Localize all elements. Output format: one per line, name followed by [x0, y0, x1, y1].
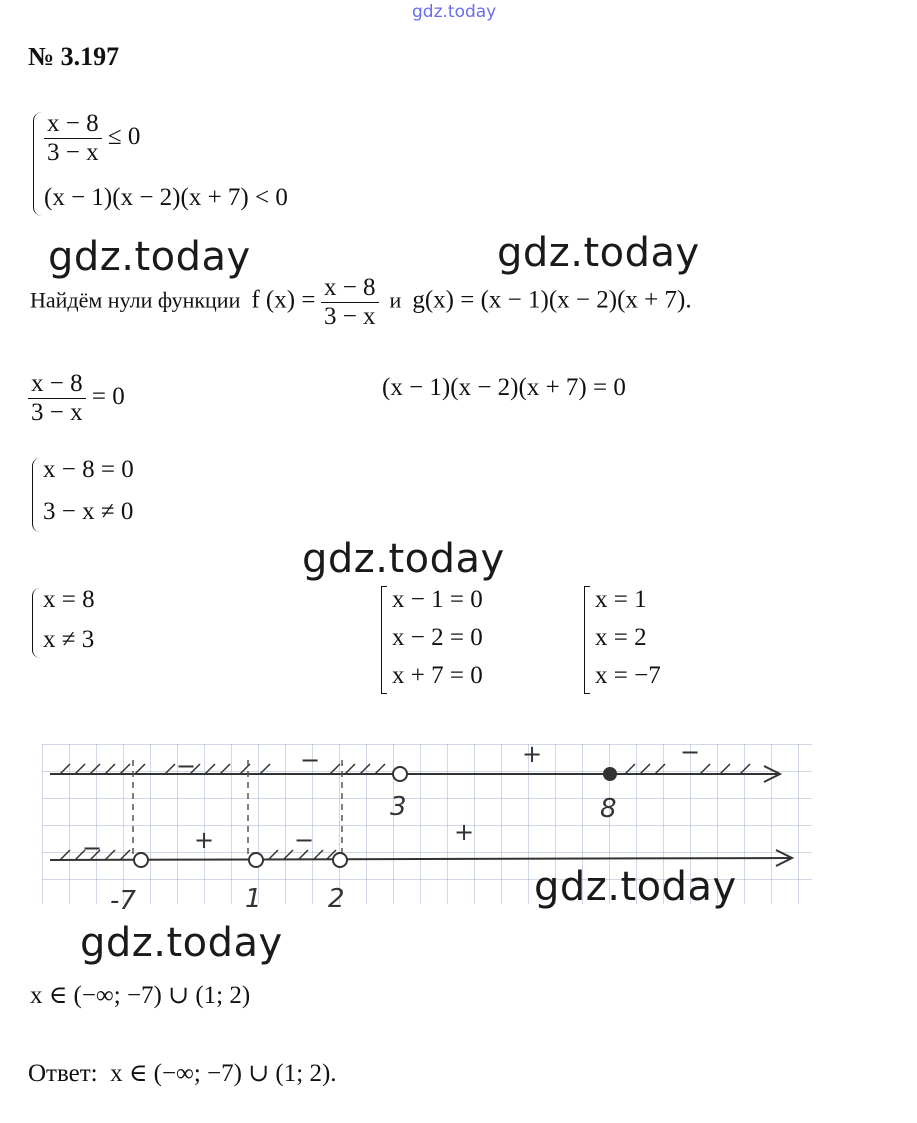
right-set-line-1: x = 1: [595, 586, 647, 613]
watermark-4: gdz.today: [534, 864, 737, 910]
zeros-intro-text: Найдём нули функции: [30, 287, 241, 313]
middle-set-line-3: x + 7 = 0: [392, 662, 483, 689]
middle-set-line-2: x − 2 = 0: [392, 624, 483, 651]
bottom-label-2: 2: [328, 884, 345, 914]
right-set-line-3: x = −7: [595, 662, 661, 689]
conjunction: и: [389, 287, 402, 313]
right-set-line-2: x = 2: [595, 624, 647, 651]
system-ineq1-rhs: ≤ 0: [107, 123, 141, 151]
top-sign-2: −: [300, 746, 321, 774]
left-solution-line-1: x = 8: [43, 586, 95, 613]
system-frac-num: x − 8: [44, 110, 102, 139]
left-system-line-2: 3 − x ≠ 0: [43, 498, 134, 525]
watermark-1: gdz.today: [48, 234, 251, 280]
left-system-line-1: x − 8 = 0: [43, 456, 134, 483]
g-expr: g(x) = (x − 1)(x − 2)(x + 7).: [412, 286, 692, 314]
bottom-sign-3: −: [294, 826, 315, 854]
bottom-sign-2: +: [194, 826, 215, 854]
f-den: 3 − x: [323, 303, 376, 330]
system-frac-den: 3 − x: [47, 139, 99, 166]
right-equation: (x − 1)(x − 2)(x + 7) = 0: [382, 374, 626, 401]
left-solution-line-2: x ≠ 3: [43, 626, 95, 653]
bottom-point-1: [249, 853, 263, 867]
left-eq-den: 3 − x: [31, 399, 83, 426]
f-label: f (x) =: [251, 286, 316, 314]
top-point-3-open: [393, 767, 407, 781]
intersection-result: x ∈ (−∞; −7) ∪ (1; 2): [30, 982, 251, 1009]
top-sign-4: −: [680, 738, 701, 766]
system-line-2: (x − 1)(x − 2)(x + 7) < 0: [44, 184, 288, 211]
problem-number: № 3.197: [28, 42, 120, 71]
top-label-3: 3: [390, 792, 407, 822]
watermark-5: gdz.today: [80, 920, 283, 966]
left-eq-num: x − 8: [28, 370, 86, 399]
watermark-3: gdz.today: [302, 536, 505, 582]
top-point-8-filled: [604, 768, 616, 780]
bottom-point-minus-7: [134, 853, 148, 867]
middle-set-line-1: x − 1 = 0: [392, 586, 483, 613]
top-label-8: 8: [600, 794, 617, 824]
bottom-label-1: 1: [245, 884, 262, 914]
bottom-point-2: [333, 853, 347, 867]
watermark-top: gdz.today: [412, 2, 497, 22]
top-sign-1: −: [176, 752, 197, 780]
watermark-2: gdz.today: [497, 230, 700, 276]
left-eq-rhs: = 0: [91, 383, 125, 411]
bottom-label-minus-7: -7: [110, 886, 136, 916]
top-sign-3: +: [522, 740, 543, 768]
f-num: x − 8: [321, 274, 379, 303]
answer-line: [28, 1058, 337, 1088]
answer-label: Ответ:: [28, 1060, 98, 1087]
bottom-sign-1: −: [82, 834, 103, 862]
answer-value: x ∈ (−∞; −7) ∪ (1; 2).: [110, 1060, 337, 1087]
bottom-sign-4: +: [454, 818, 475, 846]
